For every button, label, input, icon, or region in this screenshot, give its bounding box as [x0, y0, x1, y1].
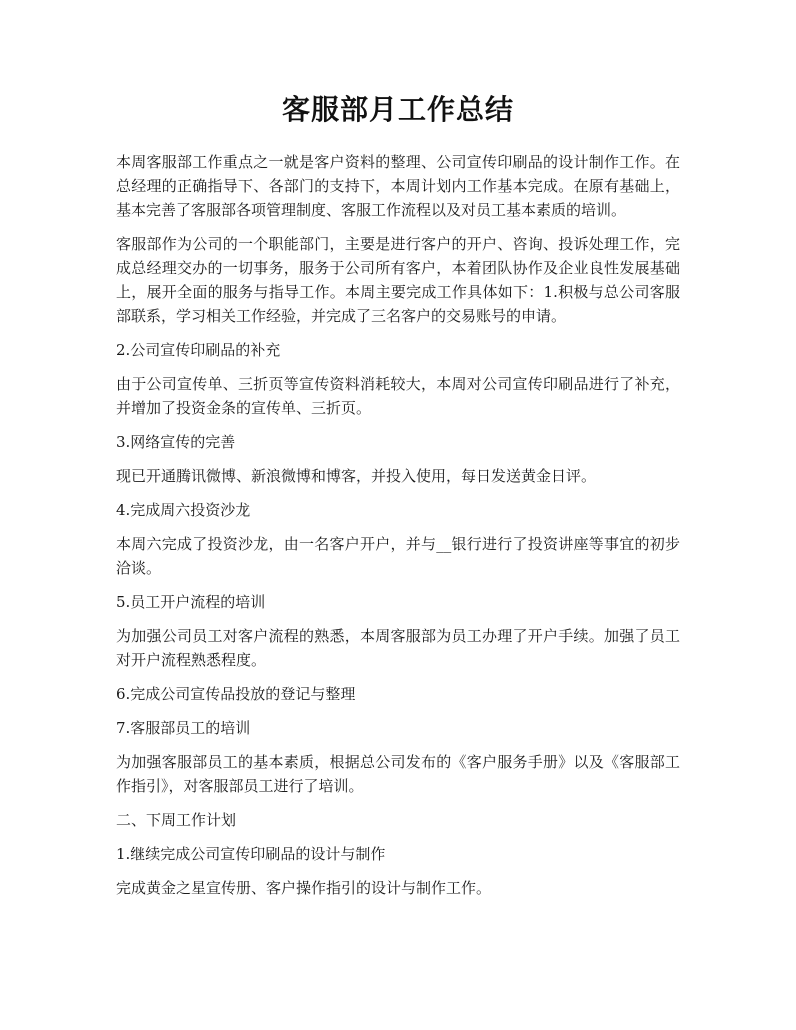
section-heading: 6.完成公司宣传品投放的登记与整理 — [116, 685, 356, 703]
paragraph: 本周客服部工作重点之一就是客户资料的整理、公司宣传印刷品的设计制作工作。在总经理的正确指导下、各部门的支持下，本周计划内工作基本完成。在原有基础上，基本完善了客服部各项管理制度、客服工作流程以及对员工基本素质的培训。 — [116, 153, 680, 219]
section-heading: 5.员工开户流程的培训 — [116, 593, 266, 611]
paragraph: 为加强公司员工对客户流程的熟悉，本周客服部为员工办理了开户手续。加强了员工对开户流程熟悉程度。 — [116, 627, 680, 669]
section-heading: 二、下周工作计划 — [116, 811, 237, 829]
paragraph: 为加强客服部员工的基本素质，根据总公司发布的《客户服务手册》以及《客服部工作指引》，对客服部员工进行了培训。 — [116, 753, 680, 795]
paragraph: 完成黄金之星宣传册、客户操作指引的设计与制作工作。 — [116, 879, 492, 897]
section-heading: 2.公司宣传印刷品的补充 — [116, 341, 281, 359]
section-heading: 3.网络宣传的完善 — [116, 433, 236, 451]
section-heading: 1.继续完成公司宣传印刷品的设计与制作 — [116, 845, 386, 863]
paragraph: 本周六完成了投资沙龙，由一名客户开户，并与__银行进行了投资讲座等事宜的初步洽谈。 — [116, 535, 680, 577]
document-body — [116, 150, 680, 900]
document-title: 客服部月工作总结 — [281, 93, 514, 126]
paragraph: 客服部作为公司的一个职能部门，主要是进行客户的开户、咨询、投诉处理工作，完成总经理交办的一切事务，服务于公司所有客户，本着团队协作及企业良性发展基础上，展开全面的服务与指导工作。本周主要完成工作具体如下：1.积极与总公司客服部联系，学习相关工作经验，并完成了三名客户的交易账号的申请。 — [116, 235, 680, 325]
paragraph: 现已开通腾讯微博、新浪微博和博客，并投入使用，每日发送黄金日评。 — [116, 467, 597, 485]
section-heading: 7.客服部员工的培训 — [116, 719, 251, 737]
section-heading: 4.完成周六投资沙龙 — [116, 501, 251, 519]
paragraph: 由于公司宣传单、三折页等宣传资料消耗较大，本周对公司宣传印刷品进行了补充，并增加了投资金条的宣传单、三折页。 — [116, 375, 680, 417]
